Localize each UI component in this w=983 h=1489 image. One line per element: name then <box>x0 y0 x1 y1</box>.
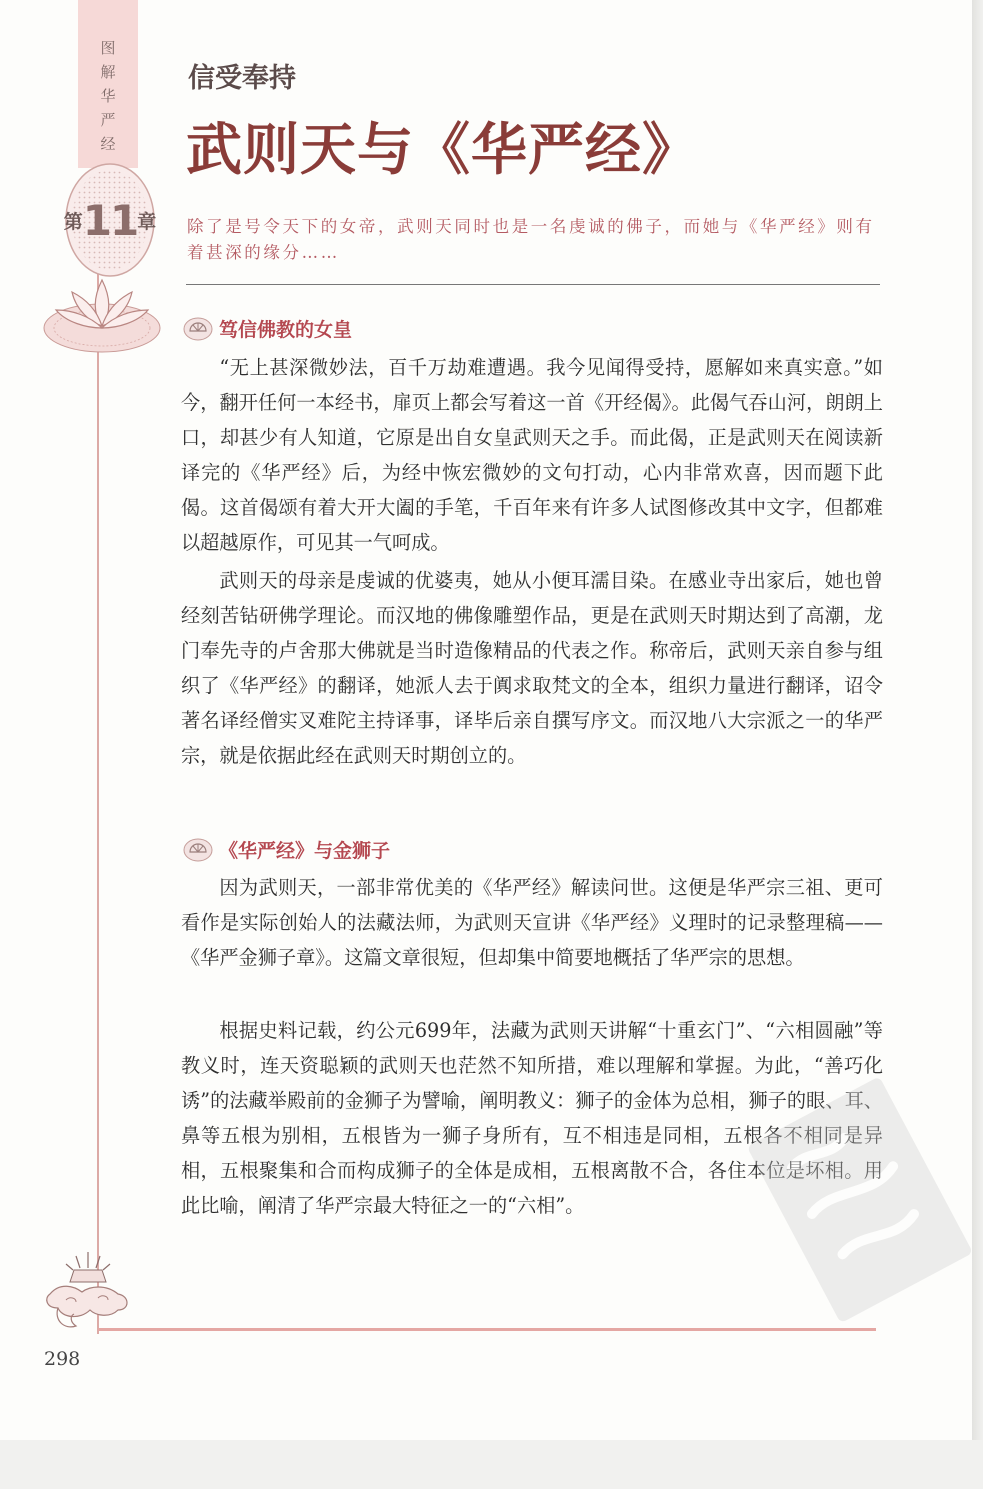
paragraph: “无上甚深微妙法，百千万劫难遭遇。我今见闻得受持，愿解如来真实意。”如今，翻开任何一本经书，扉页上都会写着这一首《开经偈》。此偈气吞山河，朗朗上口，却甚少有人知道，它原是出自女皇武则天之手。而此偈，正是武则天在阅读新译完的《华严经》后，为经中恢宏微妙的文句打动，心内非常欢喜，因而题下此偈。这首偈颂有着大开大阖的手笔，千百年来有许多人试图修改其中文字，但都难以超越原作，可见其一气呵成。 <box>181 356 883 554</box>
chapter-number: 11 <box>82 196 138 245</box>
side-title-char: 图 <box>100 39 116 57</box>
side-title-char: 解 <box>100 63 116 81</box>
paragraph: 根据史料记载，约公元699年，法藏为武则天讲解“十重玄门”、“六相圆融”等教义时，连天资聪颖的武则天也茫然不知所措，难以理解和掌握。为此，“善巧化诱”的法藏举殿前的金狮子为譬喻，阐明教义：狮子的金体为总相，狮子的眼、耳、鼻等五根为别相，五根皆为一狮子身所有，互不相违是同相，五根各不相同是异相，五根聚集和合而构成狮子的全体是成相，五根离散不合，各住本位是坏相。用此比喻，阐清了华严宗最大特征之一的“六相”。 <box>181 1019 883 1217</box>
fan-icon <box>183 838 213 862</box>
section-heading-1 <box>183 315 352 342</box>
chapter-suffix: 章 <box>137 211 157 233</box>
side-title-char: 严 <box>100 111 116 129</box>
side-title-char: 华 <box>100 87 116 105</box>
watermark-stamp <box>740 1040 975 1340</box>
page-title: 武则天与《华严经》 <box>186 118 699 183</box>
cloud-ornament-icon <box>40 1246 136 1338</box>
chapter-kicker: 信受奉持 <box>188 63 296 94</box>
page-number: 298 <box>44 1348 81 1370</box>
side-title-char: 经 <box>100 135 116 153</box>
intro-text: 除了是号令天下的女帝，武则天同时也是一名虔诚的佛子，而她与《华严经》则有着甚深的缘分…… <box>187 217 875 262</box>
paragraph: 因为武则天，一部非常优美的《华严经》解读问世。这便是华严宗三祖、更可看作是实际创始人的法藏法师，为武则天宣讲《华严经》义理时的记录整理稿——《华严金狮子章》。这篇文章很短，但却集中简要地概括了华严宗的思想。 <box>181 876 883 969</box>
lotus-icon <box>40 266 164 356</box>
fan-icon <box>183 317 213 341</box>
side-book-title <box>94 36 122 156</box>
intro-divider <box>186 284 880 285</box>
section-heading-2 <box>183 836 390 863</box>
section-heading-text: 《华严经》与金狮子 <box>219 840 391 862</box>
paragraph: 武则天的母亲是虔诚的优婆夷，她从小便耳濡目染。在感业寺出家后，她也曾经刻苦钻研佛学理论。而汉地的佛像雕塑作品，更是在武则天时期达到了高潮，龙门奉先寺的卢舍那大佛就是当时造像精品的代表之作。称帝后，武则天亲自参与组织了《华严经》的翻译，她派人去于阗求取梵文的全本，组织力量进行翻译，诏令著名译经僧实叉难陀主持译事，译毕后亲自撰写序文。而汉地八大宗派之一的华严宗，就是依据此经在武则天时期创立的。 <box>181 569 883 767</box>
page-edge-shadow <box>972 0 983 1440</box>
section-heading-text: 笃信佛教的女皇 <box>219 319 353 341</box>
chapter-label <box>62 196 158 245</box>
chapter-prefix: 第 <box>63 211 83 233</box>
